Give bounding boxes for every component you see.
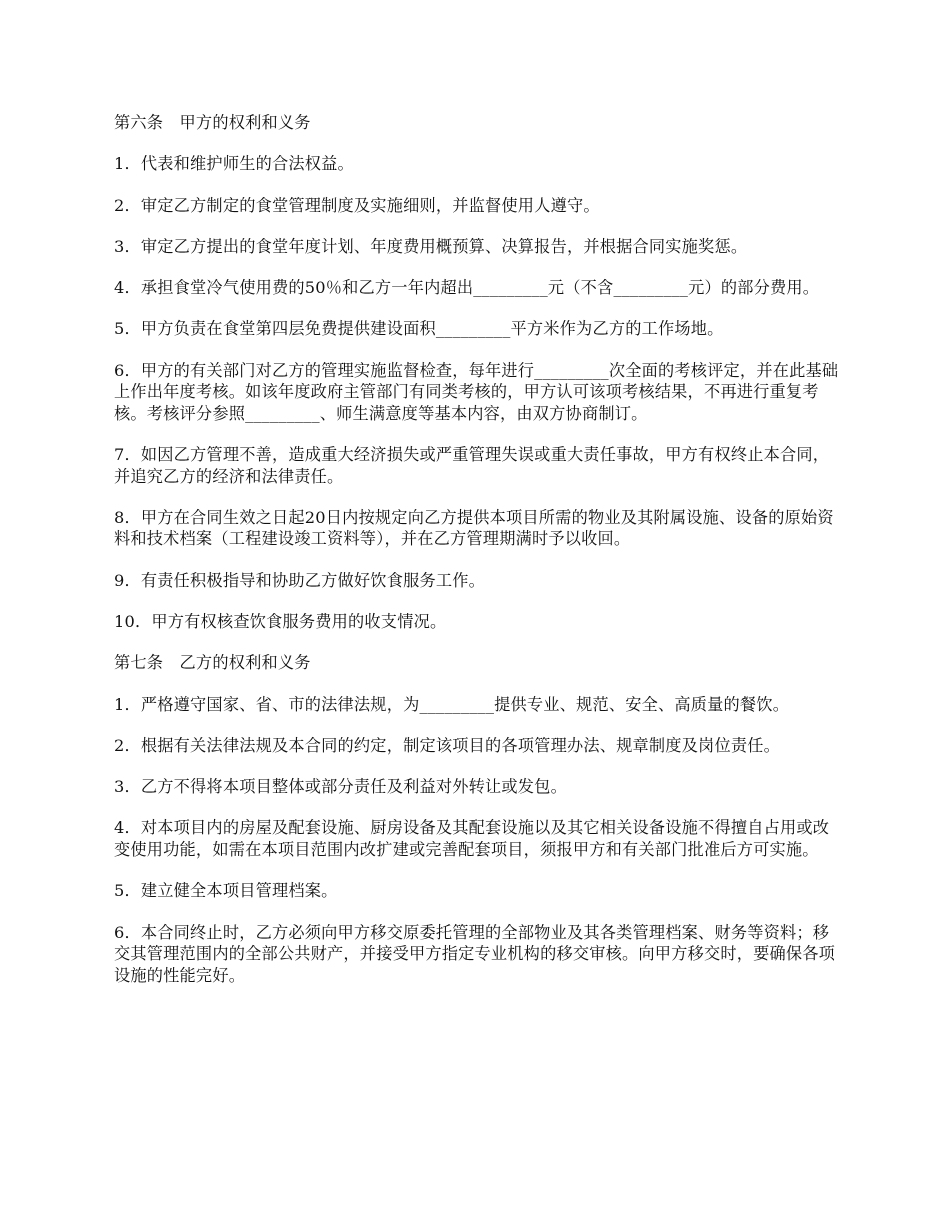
clause-6-7: 7．如因乙方管理不善，造成重大经济损失或严重管理失误或重大责任事故，甲方有权终止本合同，并追究乙方的经济和法律责任。: [114, 445, 830, 486]
clause-6-8: 8．甲方在合同生效之日起20日内按规定向乙方提供本项目所需的物业及其附属设施、设备的原始资料和技术档案（工程建设竣工资料等），并在乙方管理期满时予以收回。: [114, 507, 834, 549]
clause-6-3: 3．审定乙方提出的食堂年度计划、年度费用概预算、决算报告，并根据合同实施奖惩。: [114, 236, 748, 256]
clause-6-9: 9．有责任积极指导和协助乙方做好饮食服务工作。: [114, 570, 486, 590]
clause-7-1: 1．严格遵守国家、省、市的法律法规，为_________提供专业、规范、安全、高质量的餐饮。: [114, 694, 790, 714]
section-heading-article-6: 第六条 甲方的权利和义务: [114, 113, 311, 132]
clause-7-5: 5．建立健全本项目管理档案。: [114, 881, 338, 901]
clause-6-2: 2．审定乙方制定的食堂管理制度及实施细则，并监督使用人遵守。: [114, 195, 600, 215]
clause-7-4: 4．对本项目内的房屋及配套设施、厨房设备及其配套设施以及其它相关设备设施不得擅自占用或改变使用功能，如需在本项目范围内改扩建或完善配套项目，须报甲方和有关部门批准后方可实施。: [114, 818, 830, 859]
clause-6-5: 5．甲方负责在食堂第四层免费提供建设面积_________平方米作为乙方的工作场地。: [114, 319, 724, 339]
clause-7-3: 3．乙方不得将本项目整体或部分责任及利益对外转让或发包。: [114, 777, 567, 797]
clause-6-10: 10．甲方有权核查饮食服务费用的收支情况。: [114, 611, 447, 631]
document-page: [114, 112, 842, 1006]
clause-7-2: 2．根据有关法律法规及本合同的约定，制定该项目的各项管理办法、规章制度及岗位责任。: [114, 735, 780, 755]
section-heading-article-7: 第七条 乙方的权利和义务: [114, 653, 311, 673]
clause-6-1: 1．代表和维护师生的合法权益。: [114, 154, 354, 174]
clause-7-6: 6．本合同终止时，乙方必须向甲方移交原委托管理的全部物业及其各类管理档案、财务等资料；移交其管理范围内的全部公共财产，并接受甲方指定专业机构的移交审核。向甲方移交时，要确保各项设施的性能完好。: [114, 922, 836, 985]
clause-6-6: 6．甲方的有关部门对乙方的管理实施监督检查，每年进行_________次全面的考核评定，并在此基础上作出年度考核。如该年度政府主管部门有同类考核的，甲方认可该项考核结果，不再进行重复考核。考核评分参照_________、师生满意度等基本内容，由双方协商制订。: [114, 360, 839, 423]
clause-6-4: 4．承担食堂冷气使用费的50％和乙方一年内超出_________元（不含_________元）的部分费用。: [114, 278, 820, 298]
